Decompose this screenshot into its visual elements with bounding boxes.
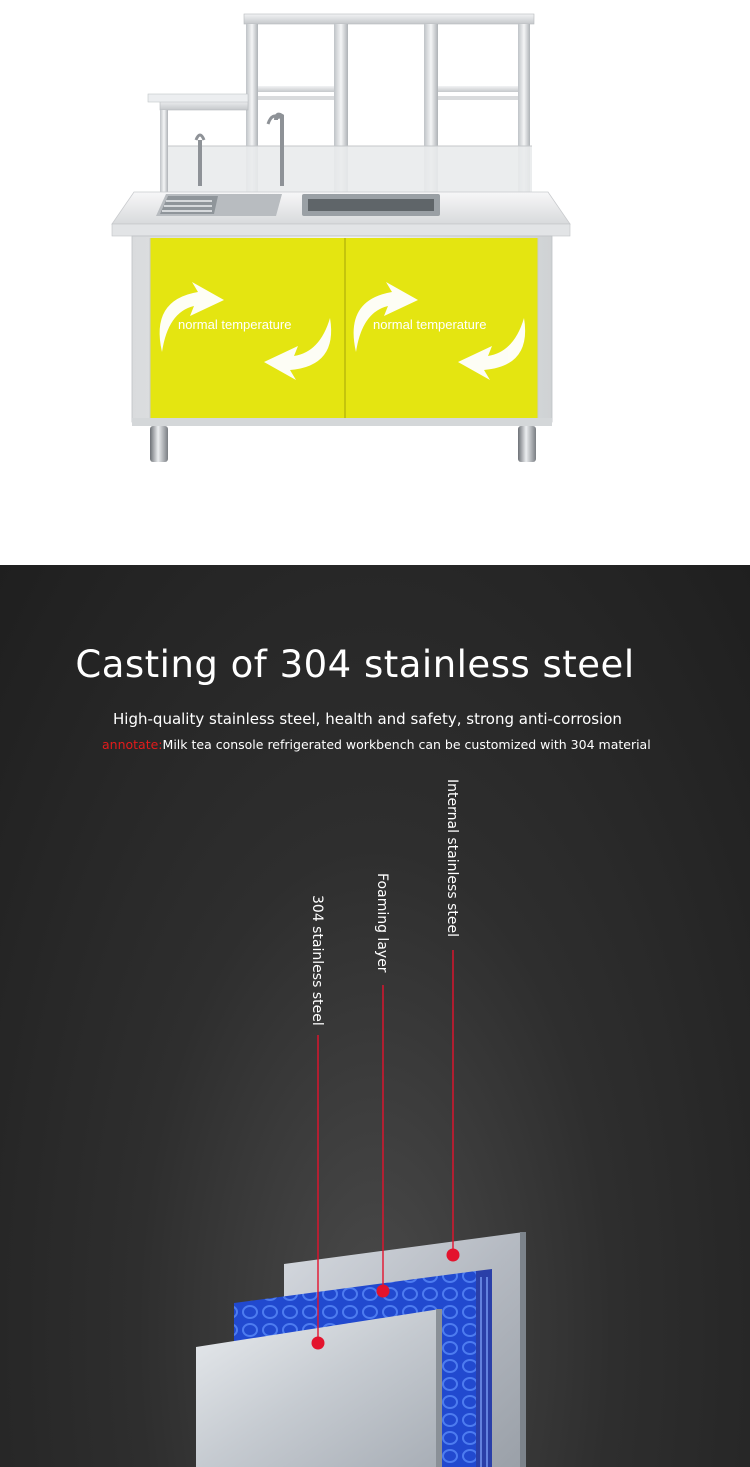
cabinet-legs (150, 426, 536, 462)
annotation-label: annotate: (102, 737, 163, 752)
upper-shelf (148, 14, 534, 194)
layer-diagram (0, 565, 750, 1467)
workbench-illustration (0, 0, 750, 565)
layer-label-304: 304 stainless steel (309, 895, 325, 1026)
product-image-section (0, 0, 750, 565)
door-label-left: normal temperature (178, 317, 292, 332)
section-title: Casting of 304 stainless steel (75, 643, 635, 686)
annotation-text: Milk tea console refrigerated workbench can be customized with 304 material (162, 737, 651, 752)
section-subtitle: High-quality stainless steel, health and safety, strong anti-corrosion (113, 710, 622, 728)
layer-label-foam: Foaming layer (374, 873, 390, 973)
counter-top (112, 192, 570, 236)
material-section (0, 565, 750, 1467)
layer-label-internal: Internal stainless steel (444, 779, 460, 937)
door-label-right: normal temperature (373, 317, 487, 332)
